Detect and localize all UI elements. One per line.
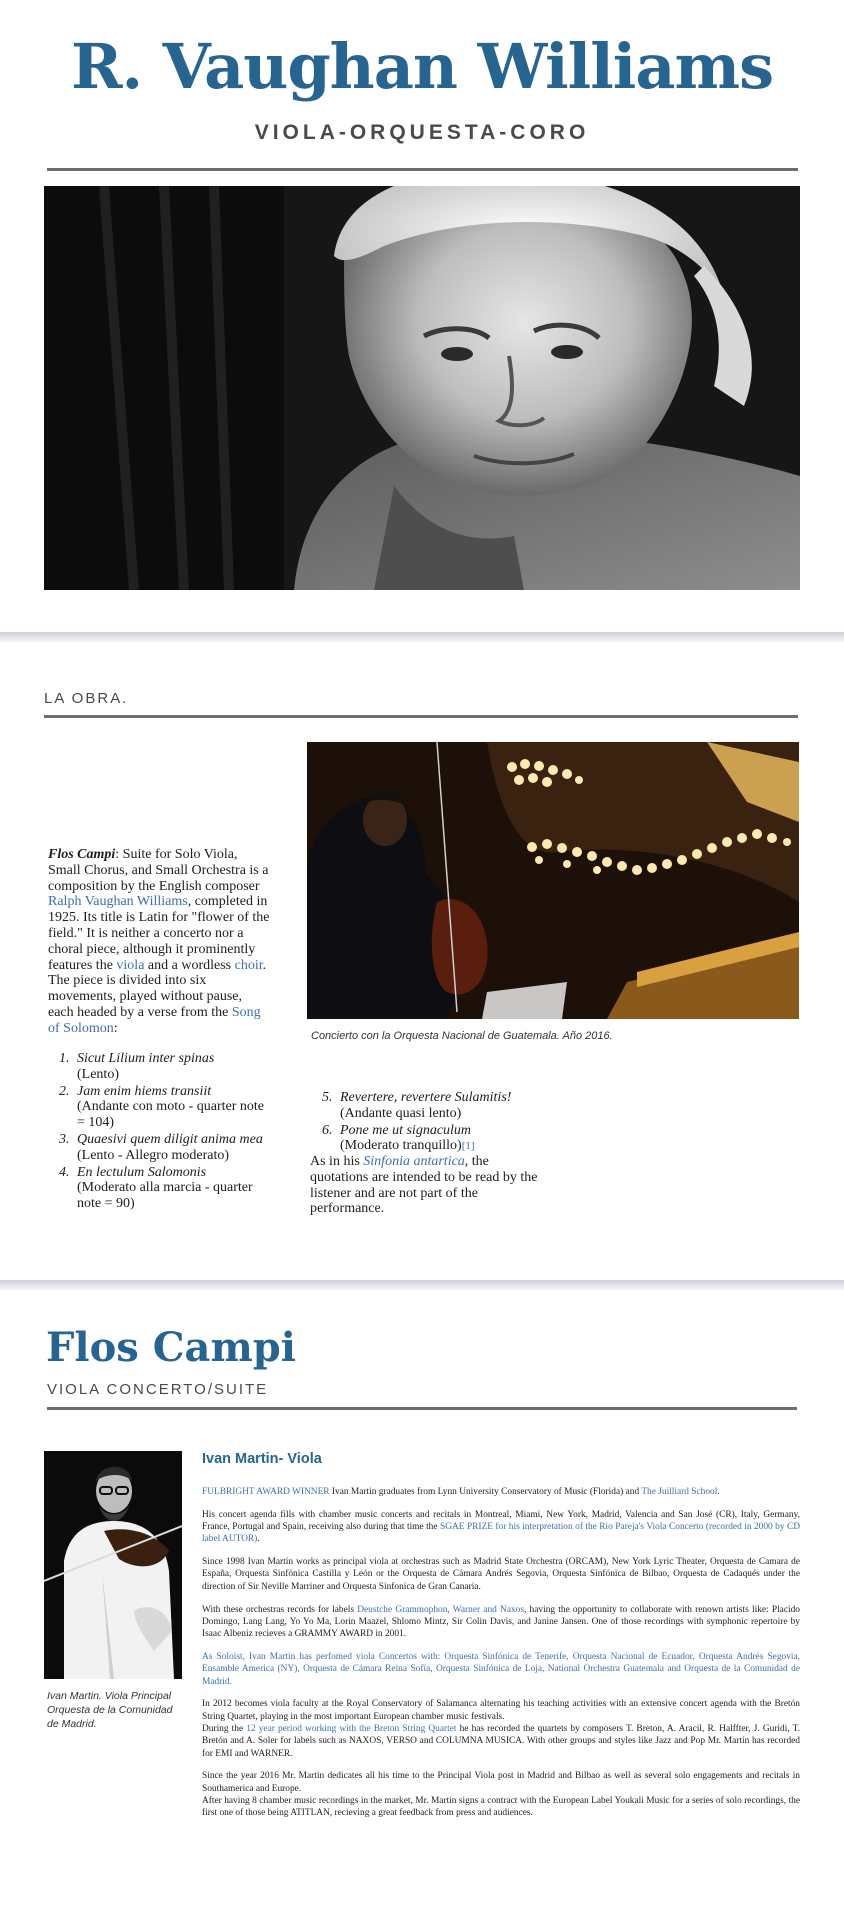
movement-title: Quaesivi quem diligit anima mea [77,1131,263,1147]
intro-text-1: : Suite for Solo Viola, Small Chorus, and Small Orchestra is a composition by the English composer [48,847,269,894]
viola-link[interactable]: viola [116,957,145,973]
movement-tempo: (Moderato alla marcia - quarter note = 90) [77,1180,253,1212]
intro-text-4: . The piece is divided into six movements, played without pause, each headed by a verse from the [48,957,267,1020]
page-title: R. Vaughan Williams [70,30,774,103]
header-divider [47,168,798,171]
work-intro-paragraph [48,847,270,1037]
bio-paragraph: Since the year 2016 Mr. Martin dedicates all his time to the Principal Viola post in Madrid and Bilbao as well as several solo engagements and recitals in Southamerica and Europe. After having 8 chamber music recordings in the market, Mr. Martin signs a contract with the European Label Youkali Music for a series of solo recordings, the first one of those being ATITLAN, recieving a great feedback from press and audiences. [202,1771,800,1819]
bio-paragraph: In 2012 becomes viola faculty at the Royal Conservatory of Salamanca alternating his teaching activities with an extensive concert agenda with the Bretón String Quartet, playing in the most important European chamber music festivals. During the 12 year period working with the Breton String Quartet he has recorded the quartets by composers T. Breton, A. Aracil, R. Halffter, J. Guridi, T. Bretón and A. Soler for labels such as NAXOS, VERSO and COLUMNA MUSICA. With other groups and styles like Jazz and Pop Mr. Martín has recorded for EMI and WARNER. [202,1699,800,1759]
outro-text-2: , the quotations are intended to be read by the listener and are not part of the performance. [310,1154,538,1217]
bio-paragraph: Since 1998 Ivan Martín works as principal viola at orchestras such as Madrid State Orchestra (ORCAM), New York Lyric Theater, Orquesta de Camara de España, Orquesta Sinfónica Castilla y León or the Orquesta de Cámara Andrés Segovia, Orquesta Sinfónica de Bilbao, Orquesta de Cadaqués under the direction of Sir Neville Marriner and Orquesta Sinfonica de Gran Canaria. [202,1557,800,1592]
flos-campi-subtitle: VIOLA CONCERTO/SUITE [47,1381,269,1398]
song-of-solomon-link[interactable]: Song of Solomon [48,1004,261,1036]
section-separator [0,632,844,642]
section-separator [0,1280,844,1290]
intro-text-2: , completed in 1925. Its title is Latin for "flower of the field." It is neither a concerto nor a choral piece, although it prominently features the [48,894,270,973]
bio-heading: Ivan Martin- Viola [202,1451,322,1467]
flos-campi-title: Flos Campi [46,1324,296,1371]
movement-tempo: (Lento - Allegro moderato) [77,1147,230,1163]
movement-item: 3. Quaesivi quem diligit anima mea (Lento - Allegro moderato) [59,1131,263,1163]
footnote-ref-link[interactable]: [1] [461,1140,475,1153]
juilliard-link[interactable]: The Juilliard School [641,1487,718,1497]
movement-tempo: (Andante con moto - quarter note = 104) [77,1099,264,1131]
work-outro-paragraph [310,1154,540,1217]
intro-text-5: : [113,1020,118,1036]
movement-item: 2. Jam enim hiems transiit (Andante con moto - quarter note = 104) [59,1083,264,1131]
page-subtitle: VIOLA-ORQUESTA-CORO [254,121,590,144]
movements-list-left [49,1051,274,1213]
obra-divider [44,715,798,718]
movement-tempo: (Lento) [77,1066,119,1082]
sinfonia-antartica-link[interactable]: Sinfonia antartica [363,1154,465,1169]
outro-text-1: As in his [310,1154,364,1169]
concert-photo-caption: Concierto con la Orquesta Nacional de Guatemala. Año 2016. [311,1030,613,1042]
biography-text [202,1486,800,1830]
movement-item: 5. Revertere, revertere Sulamitis! (Andante quasi lento) [322,1090,512,1121]
violist-photo-caption: Ivan Martin. Viola Principal Orquesta de la Comunidad de Madrid. [47,1690,173,1730]
concert-photo-image [307,742,799,1019]
work-title: Flos Campi [48,847,116,862]
choir-link[interactable]: choir [234,957,263,973]
record-labels-link[interactable]: Deustche Grammophon, Warner and Naxos [357,1604,525,1615]
movement-title: En lectulum Salomonis [77,1164,207,1180]
soloist-paragraph-link[interactable]: As Soloist, Ivan Martin has perfomed viola Concertos with: Orquesta Sinfónica de Tenerife, Orquesta Nacional de Ecuador, Orquesta Andrés Segovia, Ensamble America (NY), Orquesta de Cámara Reina Sofía, Orquesta Sinfónica de Loja, National Orchestra Guatemala and Orquesta de la Comunidad de Madrid. [202,1651,800,1687]
bio-paragraph: FULBRIGHT AWARD WINNER Ivan Martin graduates from Lynn University Conservatory of Music (Florida) and The Juilliard School. [202,1487,720,1497]
composer-portrait-image [44,186,800,590]
bio-paragraph: His concert agenda fills with chamber music concerts and recitals in Montreal, Miami, New York, Madrid, Valencia and San José (CR), Italy, Germany, France, Portugal and Spain, receiving also during that time the SGAE PRIZE for his interpretation of the Rio Pareja's Viola Concerto (recorded in 2000 by CD label AUTOR). [202,1509,801,1545]
movement-item: 4. En lectulum Salomonis (Moderato alla marcia - quarter note = 90) [59,1164,253,1212]
movement-title: Sicut Lilium inter spinas [77,1051,215,1066]
flos-divider [47,1407,797,1410]
movement-title: Revertere, revertere Sulamitis! [340,1090,512,1105]
portrait-illustration [44,186,800,590]
movement-tempo: (Andante quasi lento) [340,1105,462,1121]
movement-item: 6. Pone me ut signaculum (Moderato tranquillo)[1] [322,1122,475,1154]
breton-quartet-link[interactable]: 12 year period working with the Breton String Quartet [246,1723,457,1734]
movement-title: Jam enim hiems transiit [77,1083,212,1099]
movements-list-right [312,1090,542,1156]
sgae-prize-link[interactable]: SGAE PRIZE for his interpretation of the Rio Pareja's Viola Concerto (recorded in 2000 by CD label AUTOR) [202,1522,801,1545]
fulbright-award-link[interactable]: FULBRIGHT AWARD WINNER [202,1487,330,1497]
concert-illustration [307,742,799,1019]
bio-paragraph: With these orchestras records for labels Deustche Grammophon, Warner and Naxos, having the opportunity to collaborate with renown artists like: Placido Domingo, Lang Lang, Yo Yo Ma, Lorin Maazel, Shlomo Mintz, Sir Colin Davis, and Janine Jansen. One of those recordings with symphonic repertoire by Isaac Albeniz recieves a GRAMMY AWARD in 2001. [202,1604,800,1640]
intro-text-3: and a wordless [144,957,235,973]
section-label-obra: LA OBRA. [44,690,129,707]
violist-illustration [44,1451,182,1679]
movement-title: Pone me ut signaculum [340,1122,472,1138]
movement-tempo: (Moderato tranquillo) [340,1138,462,1154]
composer-link[interactable]: Ralph Vaughan Williams [48,894,188,910]
movement-item: 1. Sicut Lilium inter spinas (Lento) [59,1051,215,1082]
violist-photo-image [44,1451,182,1679]
